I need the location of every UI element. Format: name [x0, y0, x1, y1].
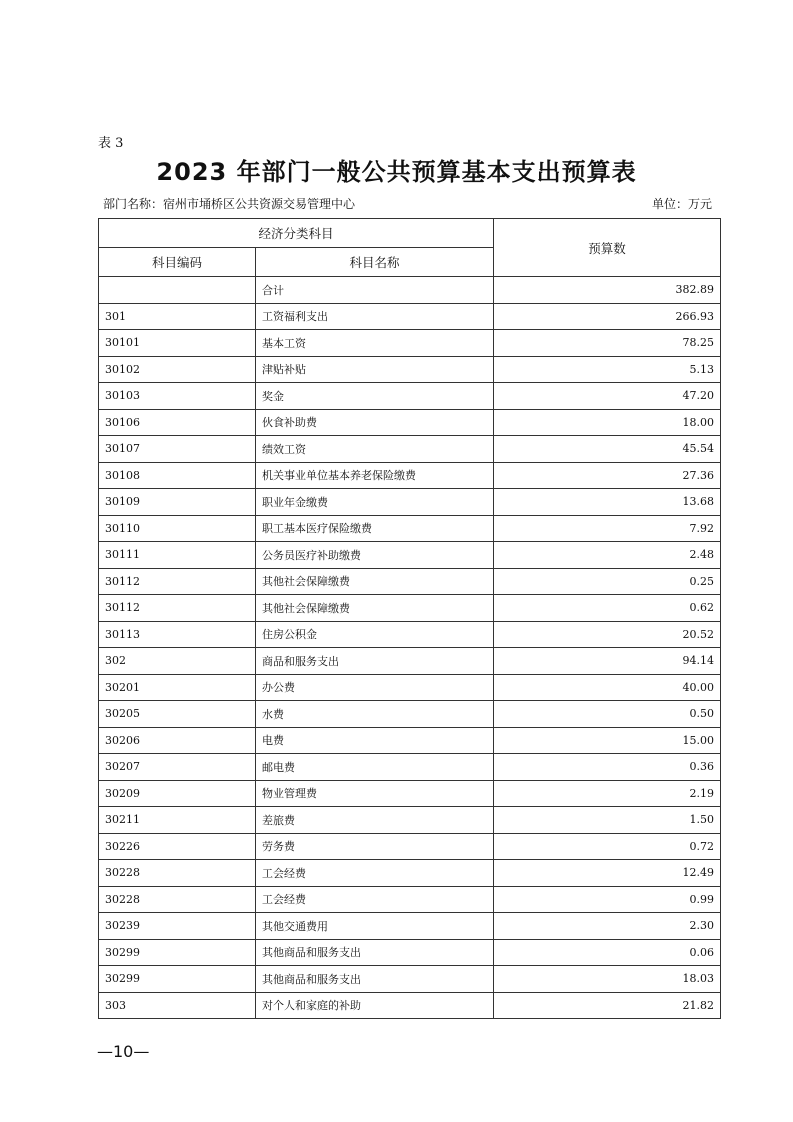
subject-name-cell: 电费	[256, 727, 494, 754]
subject-code-cell: 302	[99, 648, 256, 675]
table-row	[99, 939, 721, 966]
subject-name-cell: 差旅费	[256, 807, 494, 834]
table-row	[99, 966, 721, 993]
subject-name-cell: 津贴补贴	[256, 356, 494, 383]
subject-code-cell: 30299	[99, 939, 256, 966]
budget-amount-cell: 47.20	[494, 383, 721, 410]
subject-name-cell: 公务员医疗补助缴费	[256, 542, 494, 569]
budget-amount-cell: 266.93	[494, 303, 721, 330]
subject-name-cell: 对个人和家庭的补助	[256, 992, 494, 1019]
subject-code-cell: 301	[99, 303, 256, 330]
subject-code-cell: 30299	[99, 966, 256, 993]
budget-amount-cell: 1.50	[494, 807, 721, 834]
subject-code-cell: 30113	[99, 621, 256, 648]
budget-amount-cell: 94.14	[494, 648, 721, 675]
subject-code-cell: 30111	[99, 542, 256, 569]
budget-amount-cell: 18.03	[494, 966, 721, 993]
total-row	[99, 277, 721, 304]
page-number: —10—	[97, 1042, 150, 1061]
budget-amount-cell: 20.52	[494, 621, 721, 648]
unit-label: 单位：万元	[651, 197, 712, 211]
table-row	[99, 701, 721, 728]
table-row	[99, 780, 721, 807]
budget-amount-cell: 0.99	[494, 886, 721, 913]
subject-name-cell: 机关事业单位基本养老保险缴费	[256, 462, 494, 489]
subject-code-cell: 30101	[99, 330, 256, 357]
subject-code-cell: 303	[99, 992, 256, 1019]
subject-name-cell: 绩效工资	[256, 436, 494, 463]
header-subject-name: 科目名称	[256, 248, 494, 277]
table-row	[99, 303, 721, 330]
table-row	[99, 515, 721, 542]
table-row	[99, 383, 721, 410]
subject-code-cell	[99, 277, 256, 304]
budget-amount-cell: 0.50	[494, 701, 721, 728]
table-row	[99, 542, 721, 569]
subject-code-cell: 30110	[99, 515, 256, 542]
budget-amount-cell: 5.13	[494, 356, 721, 383]
budget-amount-cell: 382.89	[494, 277, 721, 304]
budget-amount-cell: 40.00	[494, 674, 721, 701]
subject-code-cell: 30106	[99, 409, 256, 436]
budget-amount-cell: 2.19	[494, 780, 721, 807]
table-label: 表 3	[98, 136, 124, 151]
subject-name-cell: 邮电费	[256, 754, 494, 781]
budget-amount-cell: 0.62	[494, 595, 721, 622]
table-row	[99, 886, 721, 913]
subject-code-cell: 30228	[99, 886, 256, 913]
subject-code-cell: 30211	[99, 807, 256, 834]
table-row	[99, 356, 721, 383]
table-row	[99, 727, 721, 754]
subject-name-cell: 劳务费	[256, 833, 494, 860]
subject-code-cell: 30205	[99, 701, 256, 728]
table-row	[99, 330, 721, 357]
subject-name-cell: 物业管理费	[256, 780, 494, 807]
subject-code-cell: 30201	[99, 674, 256, 701]
table-row	[99, 462, 721, 489]
budget-amount-cell: 18.00	[494, 409, 721, 436]
subject-name-cell: 其他商品和服务支出	[256, 966, 494, 993]
budget-amount-cell: 45.54	[494, 436, 721, 463]
budget-amount-cell: 0.36	[494, 754, 721, 781]
subject-name-cell: 伙食补助费	[256, 409, 494, 436]
budget-amount-cell: 15.00	[494, 727, 721, 754]
budget-amount-cell: 12.49	[494, 860, 721, 887]
subject-name-cell: 工会经费	[256, 886, 494, 913]
subject-code-cell: 30228	[99, 860, 256, 887]
table-row	[99, 648, 721, 675]
subject-code-cell: 30209	[99, 780, 256, 807]
table-row	[99, 754, 721, 781]
subject-code-cell: 30226	[99, 833, 256, 860]
subject-code-cell: 30109	[99, 489, 256, 516]
department-name: 部门名称：宿州市埇桥区公共资源交易管理中心	[103, 197, 356, 211]
subject-code-cell: 30103	[99, 383, 256, 410]
subject-code-cell: 30112	[99, 595, 256, 622]
subject-code-cell: 30206	[99, 727, 256, 754]
subject-name-cell: 其他社会保障缴费	[256, 595, 494, 622]
table-row	[99, 568, 721, 595]
subject-code-cell: 30207	[99, 754, 256, 781]
subject-name-cell: 其他交通费用	[256, 913, 494, 940]
header-economic-class: 经济分类科目	[99, 219, 494, 248]
table-row	[99, 409, 721, 436]
subject-name-cell: 商品和服务支出	[256, 648, 494, 675]
subject-name-cell: 水费	[256, 701, 494, 728]
table-row	[99, 913, 721, 940]
subject-name-cell: 其他社会保障缴费	[256, 568, 494, 595]
budget-amount-cell: 2.48	[494, 542, 721, 569]
budget-amount-cell: 2.30	[494, 913, 721, 940]
subject-code-cell: 30112	[99, 568, 256, 595]
header-subject-code: 科目编码	[99, 248, 256, 277]
budget-amount-cell: 21.82	[494, 992, 721, 1019]
table-row	[99, 595, 721, 622]
subject-name-cell: 办公费	[256, 674, 494, 701]
header-budget-amount: 预算数	[494, 219, 721, 277]
subject-name-cell: 其他商品和服务支出	[256, 939, 494, 966]
subject-code-cell: 30102	[99, 356, 256, 383]
subject-code-cell: 30239	[99, 913, 256, 940]
subject-name-cell: 住房公积金	[256, 621, 494, 648]
page-title: 2023 年部门一般公共预算基本支出预算表	[156, 158, 637, 186]
budget-amount-cell: 13.68	[494, 489, 721, 516]
table-row	[99, 436, 721, 463]
budget-amount-cell: 0.72	[494, 833, 721, 860]
subject-code-cell: 30108	[99, 462, 256, 489]
table-body	[99, 277, 721, 1019]
subject-name-cell: 合计	[256, 277, 494, 304]
table-row	[99, 860, 721, 887]
budget-amount-cell: 7.92	[494, 515, 721, 542]
subject-code-cell: 30107	[99, 436, 256, 463]
table-row	[99, 489, 721, 516]
table-row	[99, 674, 721, 701]
budget-amount-cell: 27.36	[494, 462, 721, 489]
table-row	[99, 621, 721, 648]
subject-name-cell: 职业年金缴费	[256, 489, 494, 516]
budget-amount-cell: 0.06	[494, 939, 721, 966]
budget-amount-cell: 0.25	[494, 568, 721, 595]
subject-name-cell: 工会经费	[256, 860, 494, 887]
subject-name-cell: 工资福利支出	[256, 303, 494, 330]
subject-name-cell: 职工基本医疗保险缴费	[256, 515, 494, 542]
budget-table	[98, 218, 721, 1019]
table-row	[99, 807, 721, 834]
subject-name-cell: 基本工资	[256, 330, 494, 357]
table-row	[99, 833, 721, 860]
table-row	[99, 992, 721, 1019]
budget-amount-cell: 78.25	[494, 330, 721, 357]
subject-name-cell: 奖金	[256, 383, 494, 410]
